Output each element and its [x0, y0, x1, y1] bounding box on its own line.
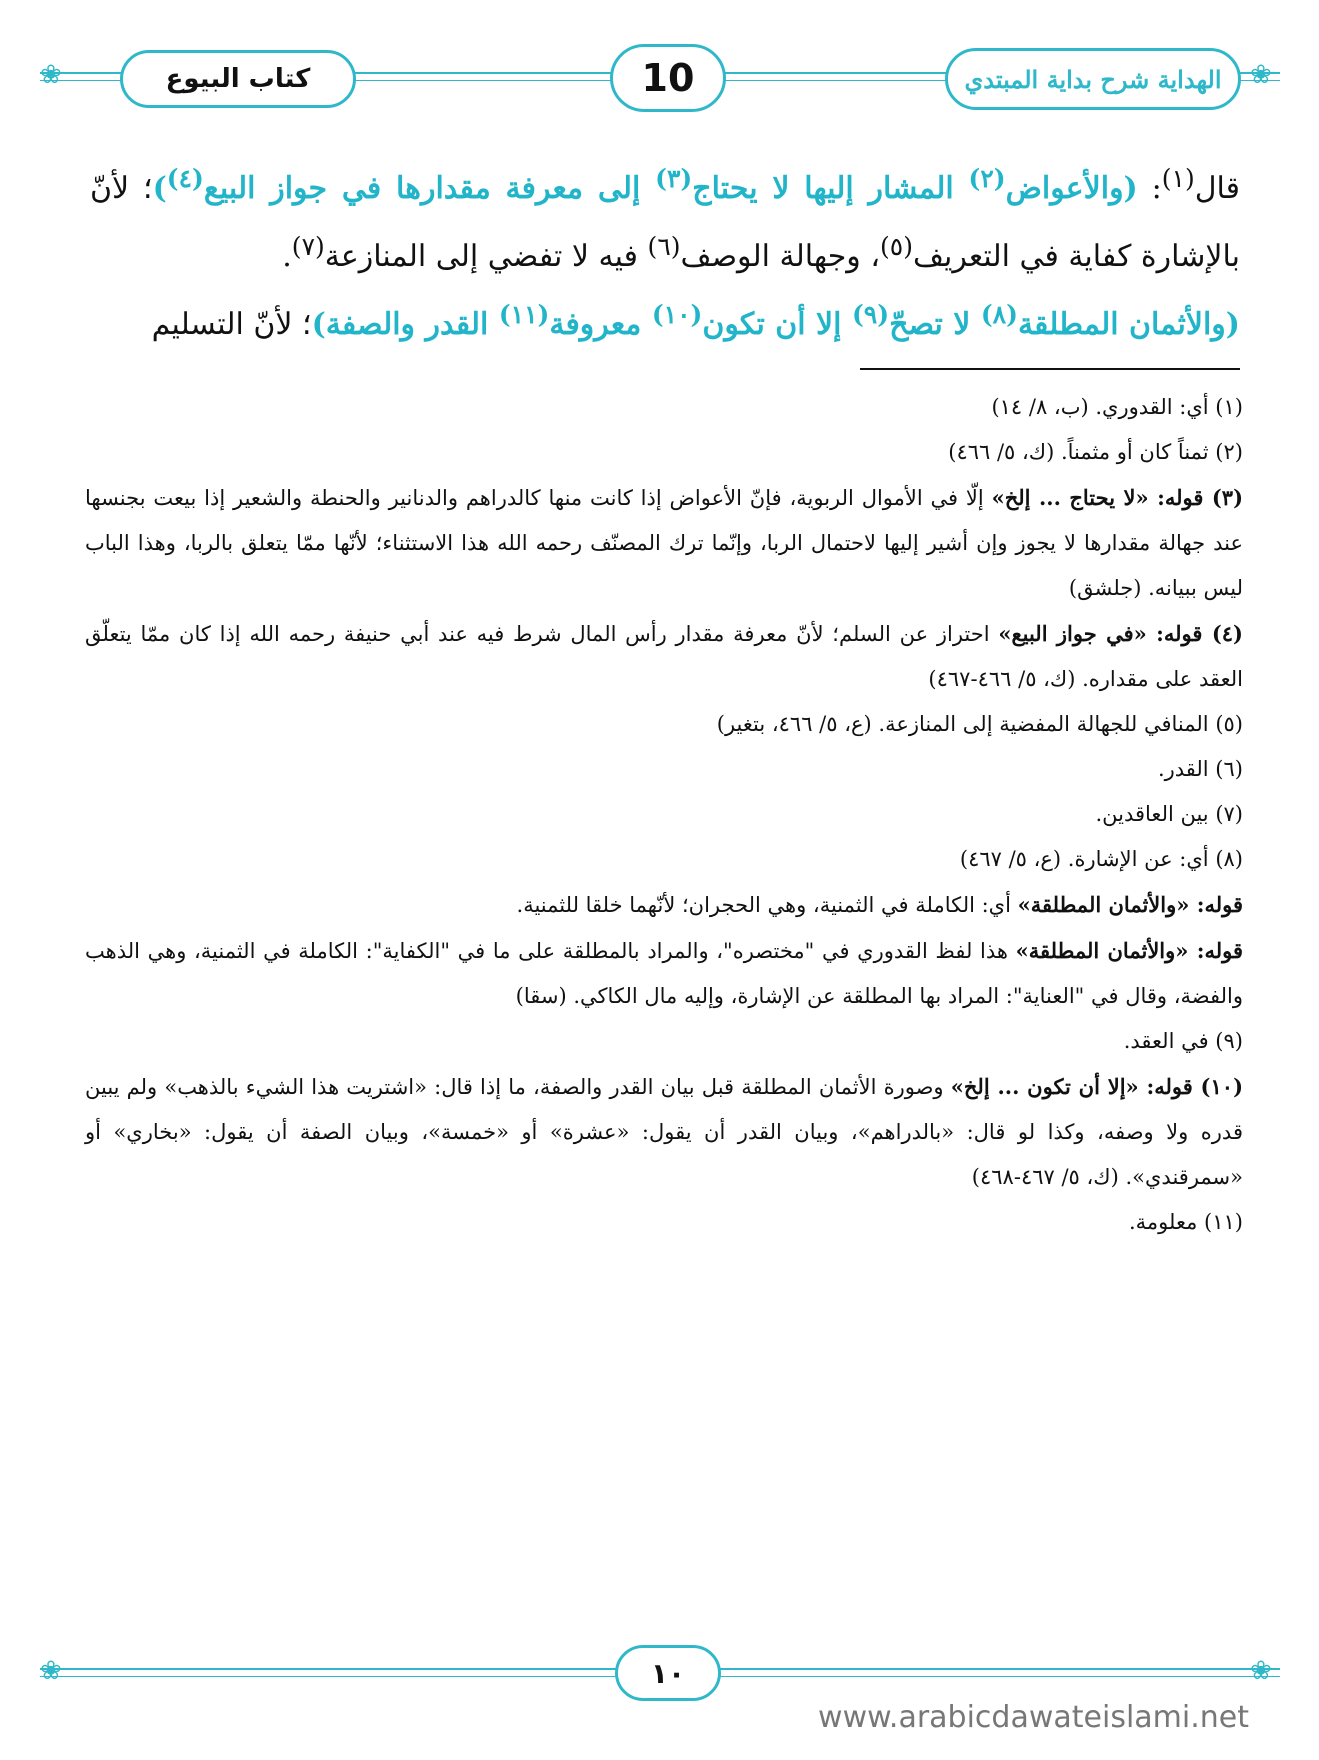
matn-text: القدر والصفة): [311, 307, 499, 342]
brand-title: الهداية شرح بداية المبتدي: [964, 64, 1222, 94]
footnote-1: (١) أي: القدوري. (ب، ٨/ ١٤): [991, 395, 1243, 419]
footnote-2: (٢) ثمناً كان أو مثمناً. (ك، ٥/ ٤٦٦): [948, 440, 1243, 464]
footnote-ref: (١١): [498, 300, 550, 329]
footnote-ref: (٨): [980, 300, 1018, 329]
book-title-badge: [120, 50, 356, 108]
footnote-text: أي: الكاملة في الثمنية، وهي الحجران؛ لأنّهما خلقا للثمنية.: [516, 893, 1018, 917]
matn-text: (والأثمان المطلقة: [1017, 307, 1240, 342]
footnotes: [85, 385, 1243, 1245]
footnote-ref: (٣): [655, 164, 693, 193]
footnote-ref: (٩): [851, 300, 890, 329]
footnote-text: إلّا في الأموال الربوية، فإنّ الأعواض إذا كانت منها كالدراهم والدنانير والحنطة والشعير إذا بيعت بجنسها عند جهالة مقدارها لا يجوز وإن أشير إليها لاحتمال الربا، وإنّما ترك المصنّف رحمه الله هذا الاستثناء؛ لأنّها ممّا يتعلق بالربا، وهذا الباب ليس ببيانه. (جلشق): [85, 486, 1243, 600]
footnote-ref: (٧): [291, 232, 325, 261]
book-title: كتاب البيوع: [165, 64, 311, 94]
footnote-ref: (٥): [880, 232, 913, 261]
matn-text: إلا أن تكون: [702, 307, 852, 342]
right-ornament-icon: ❀: [1250, 60, 1272, 90]
footnote-9: (٩) في العقد.: [1123, 1029, 1243, 1053]
footnote-7: (٧) بين العاقدين.: [1095, 802, 1243, 826]
page-number-badge: [610, 44, 726, 112]
footnote-5: (٥) المنافي للجهالة المفضية إلى المنازعة. (ع، ٥/ ٤٦٦، بتغير): [716, 712, 1243, 736]
matn-text: المشار إليها لا يحتاج: [692, 171, 969, 206]
footnote-11: (١١) معلومة.: [1129, 1210, 1243, 1234]
footnote-ref: (٤): [166, 164, 204, 193]
footnote-6: (٦) القدر.: [1157, 757, 1243, 781]
footnote-8: (٨) أي: عن الإشارة. (ع، ٥/ ٤٦٧): [959, 847, 1243, 871]
main-text-segment: .: [282, 239, 292, 274]
footnote-lead: (٣) قوله: «لا يحتاج ... إلخ»: [991, 485, 1243, 510]
main-text-segment: :: [1137, 171, 1162, 206]
main-text: [90, 150, 1240, 354]
footnote-ref: (٦): [647, 232, 681, 261]
matn-text: ): [152, 171, 167, 206]
main-text-segment: فيه لا تفضي إلى المنازعة: [324, 239, 648, 274]
footer-left-ornament-icon: ❀: [40, 1656, 62, 1686]
matn-text: (والأعواض: [1005, 171, 1138, 206]
footer-right-ornament-icon: ❀: [1250, 1656, 1272, 1686]
page-number: 10: [641, 56, 695, 100]
footnote-ref: (٢): [968, 164, 1006, 193]
brand-badge: [945, 48, 1241, 110]
footnote-text: احتراز عن السلم؛ لأنّ معرفة مقدار رأس المال شرط فيه عند أبي حنيفة رحمه الله إذا كان ممّا يتعلّق العقد على مقداره. (ك، ٥/ ٤٦٦-٤٦٧): [85, 622, 1243, 691]
footnote-lead: (١٠) قوله: «إلا أن تكون ... إلخ»: [950, 1074, 1243, 1099]
footnote-ref: (١): [1161, 164, 1195, 193]
commentary-1: [85, 882, 1243, 928]
matn-text: معروفة: [549, 307, 652, 342]
footer-page-badge: [615, 1645, 721, 1701]
footnote-3: [85, 475, 1243, 611]
left-ornament-icon: ❀: [40, 60, 62, 90]
main-text-segment: قال: [1194, 171, 1240, 206]
footnote-text: هذا لفظ القدوري في "مختصره"، والمراد بالمطلقة على ما في "الكفاية": الكاملة في الثمنية، وهي الذهب والفضة، وقال في "العناية": المراد بها المطلقة عن الإشارة، وإليه مال الكاكي. (سقا): [85, 939, 1243, 1008]
website-url: www.arabicdawateislami.net: [818, 1700, 1249, 1735]
matn-text: لا تصحّ: [889, 307, 981, 342]
footer-page-number: ١٠: [650, 1656, 686, 1690]
footnote-text: وصورة الأثمان المطلقة قبل بيان القدر والصفة، ما إذا قال: «اشتريت هذا الشيء بالذهب» ولم يبين قدره ولا وصفه، وكذا لو قال: «بالدراهم»، وبيان القدر أن يقول: «عشرة» أو «خمسة»، وبيان الصفة أن يقول: «بخاري» أو «سمرقندي». (ك، ٥/ ٤٦٧-٤٦٨): [85, 1075, 1243, 1189]
footnote-10: [85, 1064, 1243, 1200]
main-text-segment: ؛ لأنّ بالإشارة كفاية في التعريف: [90, 171, 1240, 274]
footnote-lead: قوله: «والأثمان المطلقة»: [1017, 892, 1243, 917]
commentary-2: [85, 928, 1243, 1019]
main-paragraph-1: [90, 150, 1240, 286]
matn-text: إلى معرفة مقدارها في جواز البيع: [203, 171, 656, 206]
footnote-lead: (٤) قوله: «في جواز البيع»: [998, 621, 1243, 646]
footnote-4: [85, 611, 1243, 702]
footnote-separator: [860, 368, 1240, 370]
footnote-ref: (١٠): [651, 300, 703, 329]
main-text-segment: ؛ لأنّ التسليم: [151, 307, 312, 342]
footnote-lead: قوله: «والأثمان المطلقة»: [1015, 938, 1243, 963]
main-paragraph-2: [90, 286, 1240, 354]
main-text-segment: ، وجهالة الوصف: [680, 239, 880, 274]
